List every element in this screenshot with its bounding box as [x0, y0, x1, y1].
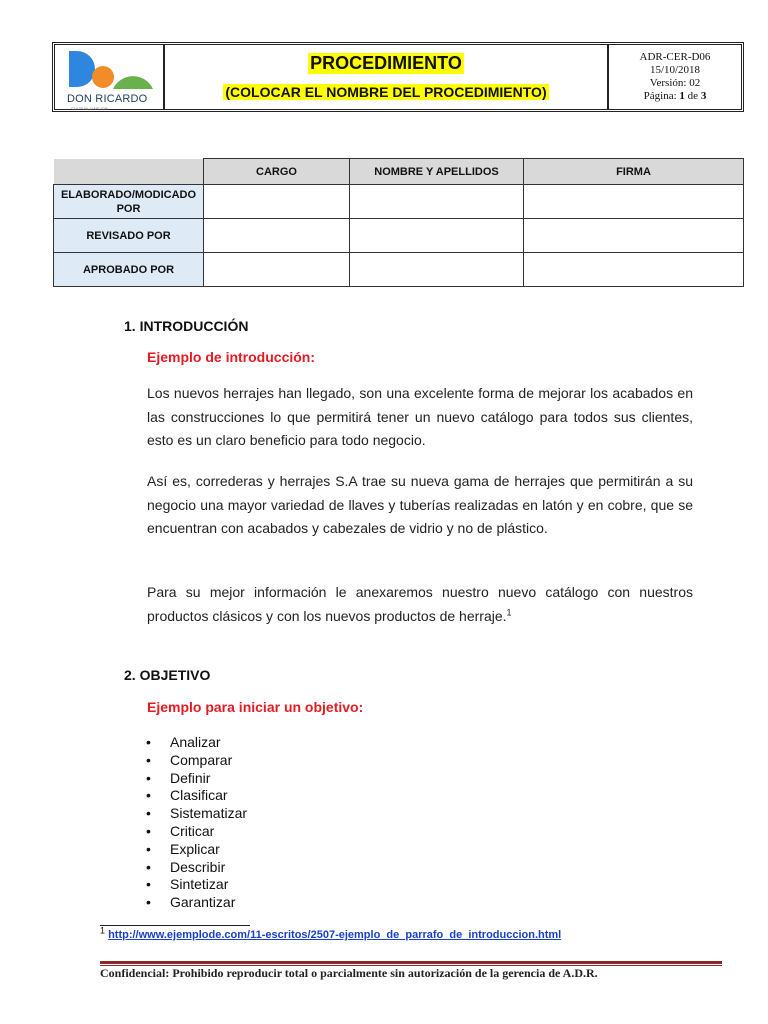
list-item: • Comparar	[146, 752, 247, 770]
list-item: • Sistematizar	[146, 805, 247, 823]
cell-cargo[interactable]	[204, 219, 350, 253]
document-version: Versión: 02	[649, 77, 701, 89]
cell-nombre[interactable]	[350, 185, 524, 219]
footnote-ref[interactable]: 1	[506, 606, 512, 617]
footnote-link[interactable]: http://www.ejemplode.com/11-escritos/2507-ejemplo_de_parrafo_de_introduccion.html	[108, 929, 562, 941]
cell-nombre[interactable]	[350, 219, 524, 253]
intro-paragraph-1: Los nuevos herrajes han llegado, son una excelente forma de mejorar los acabados en las construcciones lo que permitirá tener un nuevo catálogo para todos sus clientes, esto es un claro beneficio para todo negocio.	[147, 385, 693, 448]
cell-nombre[interactable]	[350, 253, 524, 287]
cell-cargo[interactable]	[204, 185, 350, 219]
list-item: • Definir	[146, 770, 247, 788]
logo-tagline: CULTIVALO MEJOR	[71, 106, 108, 111]
row-label-elaborado: ELABORADO/MODICADO POR	[54, 185, 204, 219]
row-label-aprobado: APROBADO POR	[54, 253, 204, 287]
column-header-nombre: NOMBRE Y APELLIDOS	[350, 159, 524, 185]
company-logo	[55, 45, 165, 109]
intro-example-label: Ejemplo de introducción:	[147, 349, 316, 365]
objective-example-label: Ejemplo para iniciar un objetivo:	[147, 699, 364, 715]
section-heading-introduccion: 1. INTRODUCCIÓN	[124, 318, 249, 334]
header-title-cell	[165, 45, 609, 109]
section-heading-objetivo: 2. OBJETIVO	[124, 667, 211, 683]
list-item: • Garantizar	[146, 894, 247, 912]
column-header-cargo: CARGO	[204, 159, 350, 185]
footnote-separator	[100, 925, 250, 926]
cell-firma[interactable]	[524, 185, 744, 219]
row-label-revisado: REVISADO POR	[54, 219, 204, 253]
logo-name: DON RICARDO	[67, 93, 148, 105]
list-item: • Clasificar	[146, 787, 247, 805]
procedure-name: (COLOCAR EL NOMBRE DEL PROCEDIMIENTO)	[225, 84, 547, 100]
page-title: PROCEDIMIENTO	[310, 53, 462, 73]
list-item: • Explicar	[146, 841, 247, 859]
intro-paragraph-2: Así es, correderas y herrajes S.A trae su nueva gama de herrajes que permitirán a su negocio una mayor variedad de llaves y tuberías realizadas en latón y en cobre, que se encuentran con acabados y cabezales de vidrio y no de plástico.	[147, 473, 693, 536]
footnote	[100, 925, 562, 941]
document-header	[52, 42, 744, 112]
confidentiality-notice: Confidencial: Prohibido reproducir total o parcialmente sin autorización de la gerencia de A.D.R.	[100, 966, 598, 980]
intro-paragraph-3: Para su mejor información le anexaremos nuestro nuevo catálogo con nuestros productos clásicos y con los nuevos productos de herraje.$^1$	[147, 584, 693, 624]
document-meta	[609, 45, 741, 109]
footer-rule	[100, 961, 722, 964]
list-item: • Criticar	[146, 823, 247, 841]
page-indicator: Página: 1 de 3	[643, 90, 707, 102]
column-header-firma: FIRMA	[524, 159, 744, 185]
footnote-number: 1	[100, 925, 106, 936]
cell-firma[interactable]	[524, 253, 744, 287]
list-item: • Analizar	[146, 734, 247, 752]
document-date: 15/10/2018	[649, 64, 701, 76]
objective-verb-list	[146, 734, 247, 912]
cell-firma[interactable]	[524, 219, 744, 253]
logo-shapes-icon	[55, 45, 160, 93]
document-code: ADR-CER-D06	[639, 51, 711, 63]
signature-table	[53, 158, 744, 287]
cell-cargo[interactable]	[204, 253, 350, 287]
list-item: • Sintetizar	[146, 876, 247, 894]
list-item: • Describir	[146, 859, 247, 877]
